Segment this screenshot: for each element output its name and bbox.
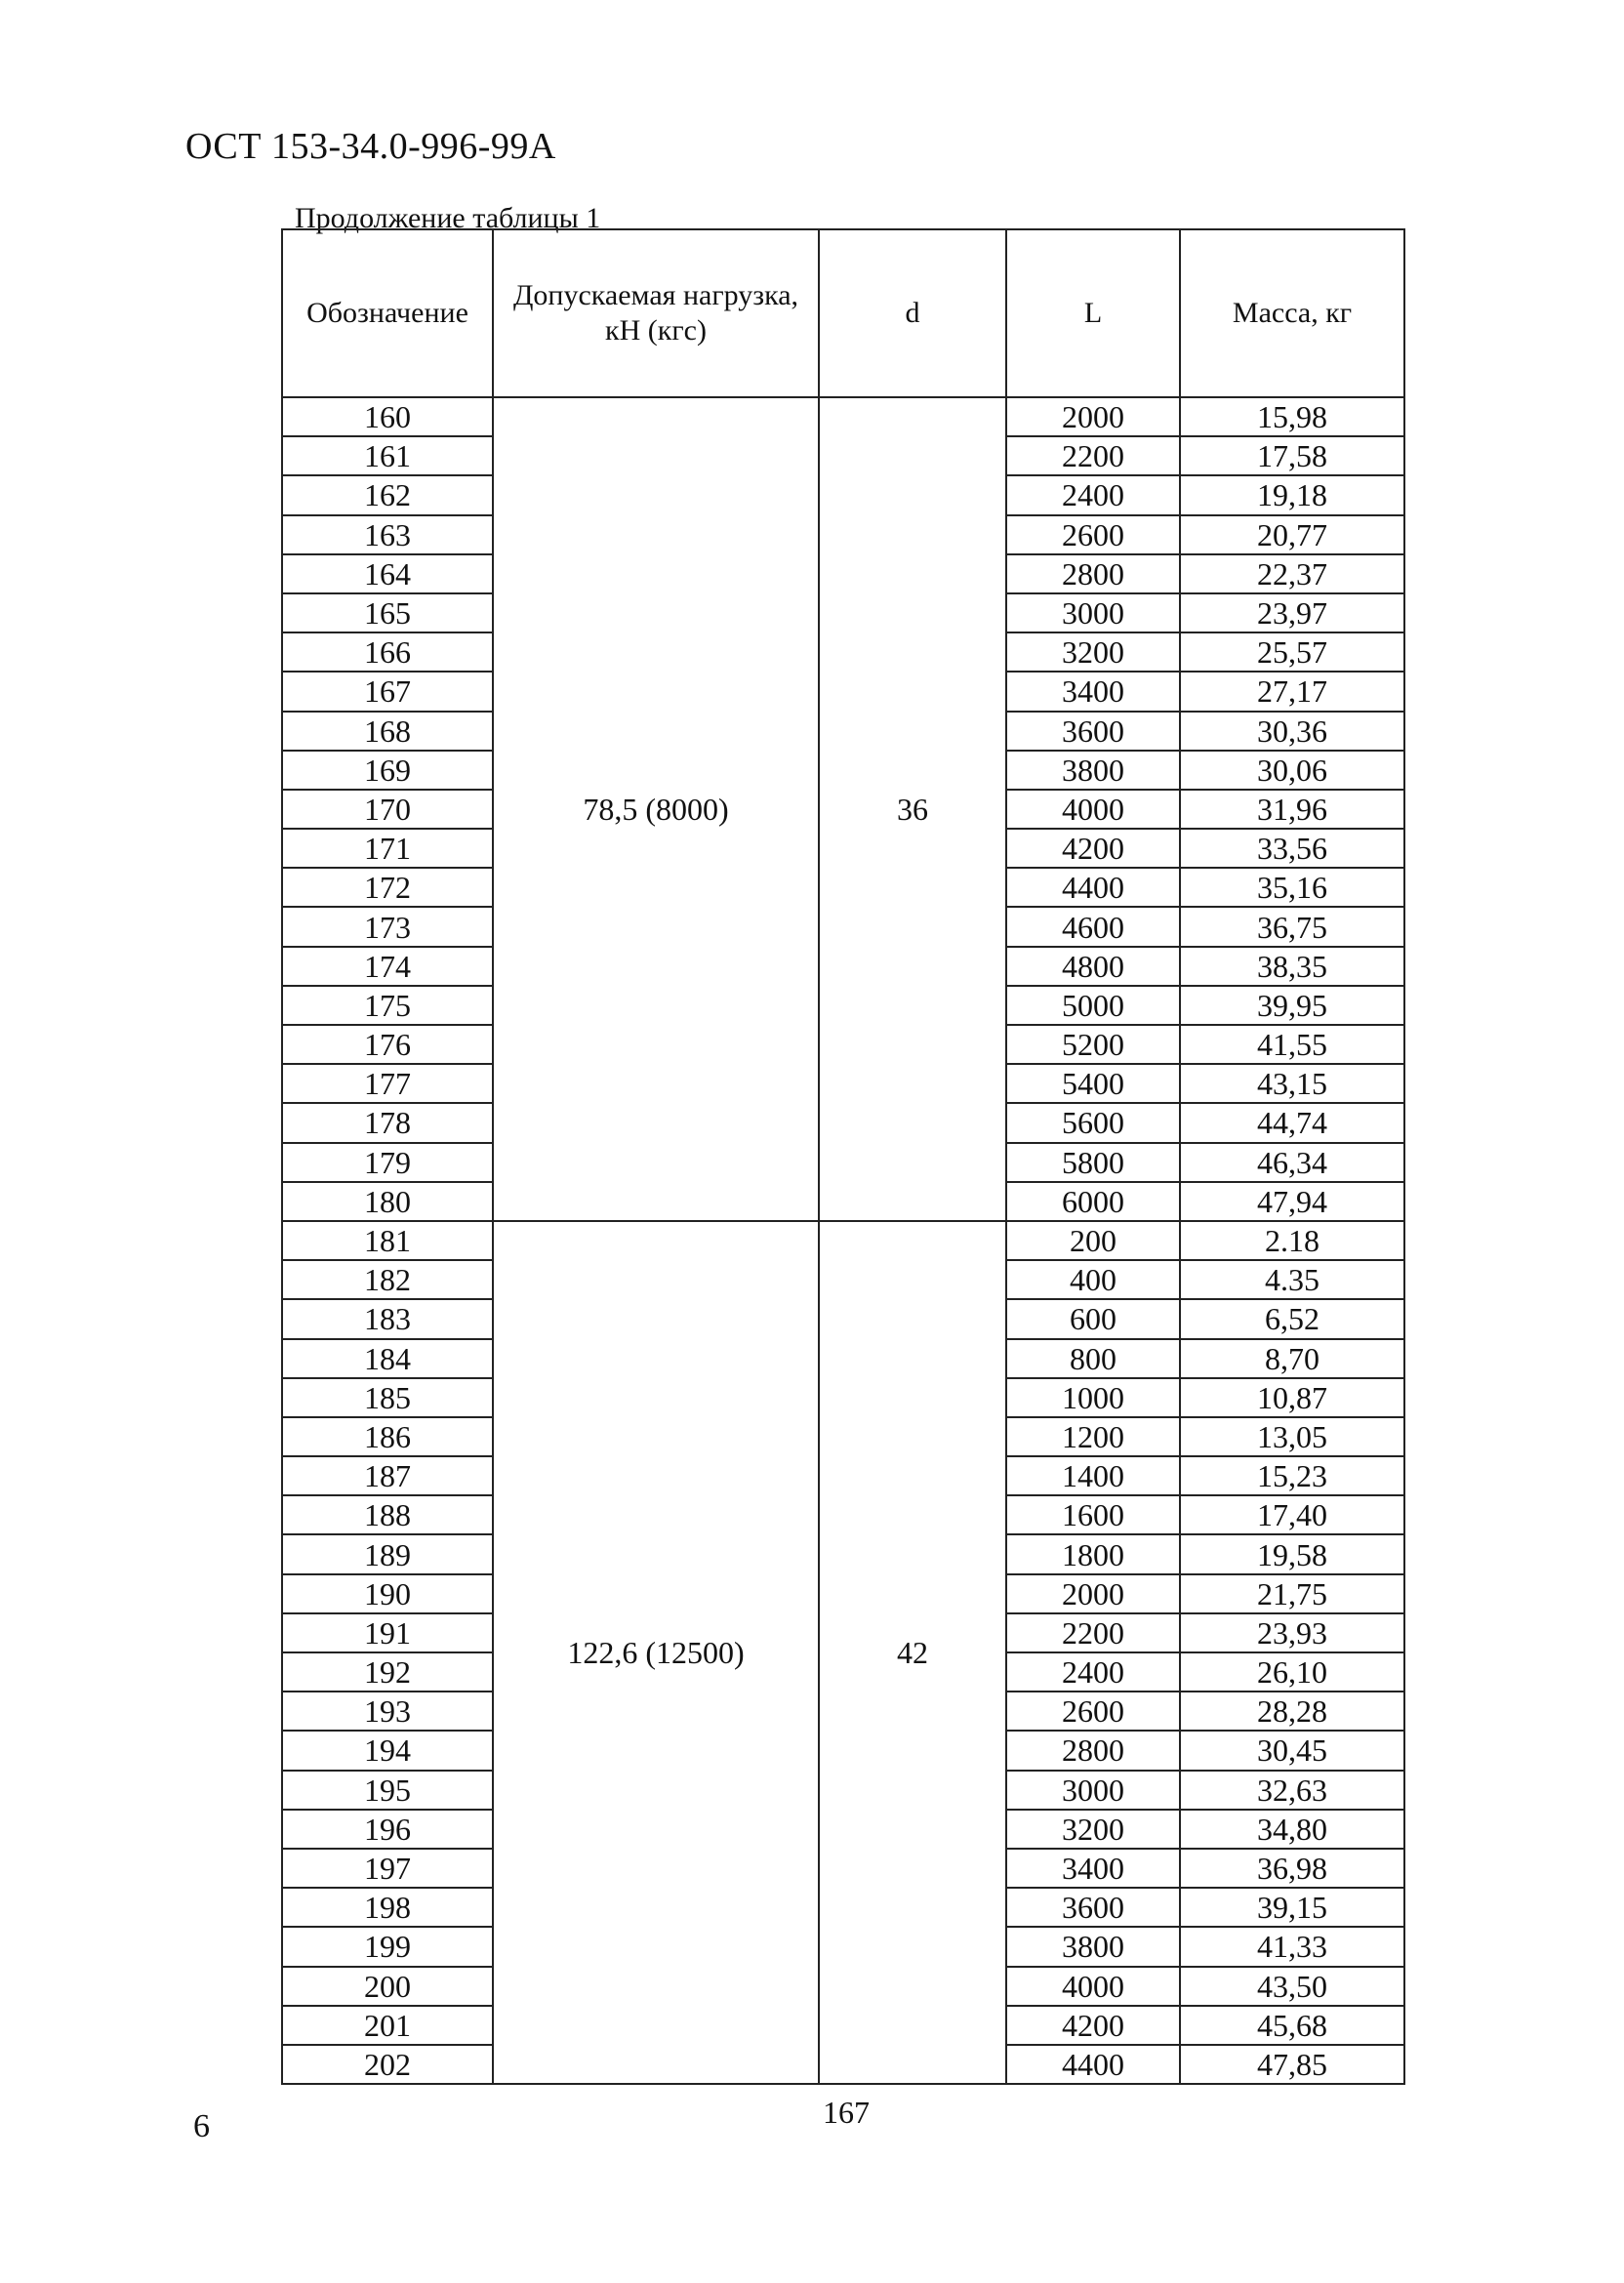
designation-cell: 176 [282, 1025, 493, 1064]
designation-cell: 179 [282, 1143, 493, 1182]
length-cell: 2200 [1006, 1613, 1180, 1652]
mass-cell: 43,15 [1180, 1064, 1404, 1103]
length-cell: 3000 [1006, 593, 1180, 632]
length-cell: 3400 [1006, 1849, 1180, 1888]
designation-cell: 180 [282, 1182, 493, 1221]
length-cell: 2200 [1006, 436, 1180, 475]
mass-cell: 17,58 [1180, 436, 1404, 475]
length-cell: 4000 [1006, 1967, 1180, 2006]
designation-cell: 185 [282, 1378, 493, 1417]
length-cell: 4000 [1006, 790, 1180, 829]
designation-cell: 186 [282, 1417, 493, 1456]
designation-cell: 171 [282, 829, 493, 868]
table-header-row [282, 229, 1404, 397]
mass-cell: 30,45 [1180, 1731, 1404, 1770]
designation-cell: 168 [282, 712, 493, 751]
designation-cell: 202 [282, 2045, 493, 2084]
length-cell: 1800 [1006, 1534, 1180, 1573]
mass-cell: 34,80 [1180, 1810, 1404, 1849]
page-number-center: 167 [823, 2095, 870, 2130]
designation-cell: 187 [282, 1456, 493, 1495]
length-cell: 2400 [1006, 1652, 1180, 1692]
designation-cell: 191 [282, 1613, 493, 1652]
data-table [281, 228, 1405, 2085]
designation-cell: 164 [282, 554, 493, 593]
designation-cell: 173 [282, 907, 493, 946]
length-cell: 1200 [1006, 1417, 1180, 1456]
length-cell: 3600 [1006, 1888, 1180, 1927]
length-cell: 200 [1006, 1221, 1180, 1260]
length-cell: 400 [1006, 1260, 1180, 1299]
mass-cell: 15,98 [1180, 397, 1404, 436]
designation-cell: 182 [282, 1260, 493, 1299]
column-header: Допускаемая нагрузка, кН (кгс) [493, 229, 819, 397]
designation-cell: 161 [282, 436, 493, 475]
mass-cell: 46,34 [1180, 1143, 1404, 1182]
column-header: d [819, 229, 1006, 397]
designation-cell: 188 [282, 1495, 493, 1534]
mass-cell: 17,40 [1180, 1495, 1404, 1534]
document-code: ОСТ 153-34.0-996-99А [185, 126, 556, 167]
length-cell: 2600 [1006, 515, 1180, 554]
length-cell: 4400 [1006, 2045, 1180, 2084]
designation-cell: 198 [282, 1888, 493, 1927]
designation-cell: 167 [282, 672, 493, 711]
mass-cell: 19,58 [1180, 1534, 1404, 1573]
load-cell: 78,5 (8000) [493, 397, 819, 1221]
mass-cell: 2.18 [1180, 1221, 1404, 1260]
length-cell: 2000 [1006, 1574, 1180, 1613]
length-cell: 3200 [1006, 632, 1180, 672]
length-cell: 2000 [1006, 397, 1180, 436]
length-cell: 6000 [1006, 1182, 1180, 1221]
diameter-cell: 36 [819, 397, 1006, 1221]
mass-cell: 43,50 [1180, 1967, 1404, 2006]
mass-cell: 8,70 [1180, 1339, 1404, 1378]
mass-cell: 36,98 [1180, 1849, 1404, 1888]
mass-cell: 41,55 [1180, 1025, 1404, 1064]
length-cell: 3800 [1006, 751, 1180, 790]
length-cell: 3400 [1006, 672, 1180, 711]
mass-cell: 30,06 [1180, 751, 1404, 790]
designation-cell: 199 [282, 1927, 493, 1966]
length-cell: 2800 [1006, 1731, 1180, 1770]
designation-cell: 195 [282, 1771, 493, 1810]
designation-cell: 183 [282, 1299, 493, 1338]
mass-cell: 47,85 [1180, 2045, 1404, 2084]
mass-cell: 6,52 [1180, 1299, 1404, 1338]
column-header: Обозначение [282, 229, 493, 397]
mass-cell: 28,28 [1180, 1692, 1404, 1731]
length-cell: 3800 [1006, 1927, 1180, 1966]
length-cell: 3200 [1006, 1810, 1180, 1849]
mass-cell: 26,10 [1180, 1652, 1404, 1692]
mass-cell: 25,57 [1180, 632, 1404, 672]
designation-cell: 190 [282, 1574, 493, 1613]
page-number-left: 6 [193, 2108, 210, 2144]
length-cell: 1400 [1006, 1456, 1180, 1495]
mass-cell: 20,77 [1180, 515, 1404, 554]
designation-cell: 177 [282, 1064, 493, 1103]
length-cell: 4600 [1006, 907, 1180, 946]
length-cell: 2400 [1006, 475, 1180, 514]
mass-cell: 30,36 [1180, 712, 1404, 751]
load-cell: 122,6 (12500) [493, 1221, 819, 2084]
column-header: L [1006, 229, 1180, 397]
mass-cell: 23,97 [1180, 593, 1404, 632]
mass-cell: 15,23 [1180, 1456, 1404, 1495]
mass-cell: 35,16 [1180, 868, 1404, 907]
length-cell: 3600 [1006, 712, 1180, 751]
mass-cell: 19,18 [1180, 475, 1404, 514]
mass-cell: 39,95 [1180, 986, 1404, 1025]
mass-cell: 44,74 [1180, 1103, 1404, 1142]
mass-cell: 31,96 [1180, 790, 1404, 829]
designation-cell: 189 [282, 1534, 493, 1573]
designation-cell: 201 [282, 2006, 493, 2045]
mass-cell: 45,68 [1180, 2006, 1404, 2045]
length-cell: 1600 [1006, 1495, 1180, 1534]
designation-cell: 169 [282, 751, 493, 790]
designation-cell: 196 [282, 1810, 493, 1849]
mass-cell: 39,15 [1180, 1888, 1404, 1927]
mass-cell: 36,75 [1180, 907, 1404, 946]
column-header: Масса, кг [1180, 229, 1404, 397]
length-cell: 1000 [1006, 1378, 1180, 1417]
length-cell: 5200 [1006, 1025, 1180, 1064]
length-cell: 5000 [1006, 986, 1180, 1025]
designation-cell: 166 [282, 632, 493, 672]
table-body [282, 397, 1404, 2084]
length-cell: 4800 [1006, 947, 1180, 986]
designation-cell: 193 [282, 1692, 493, 1731]
length-cell: 800 [1006, 1339, 1180, 1378]
mass-cell: 4.35 [1180, 1260, 1404, 1299]
mass-cell: 41,33 [1180, 1927, 1404, 1966]
diameter-cell: 42 [819, 1221, 1006, 2084]
table-row [282, 1221, 1404, 1260]
mass-cell: 22,37 [1180, 554, 1404, 593]
mass-cell: 21,75 [1180, 1574, 1404, 1613]
length-cell: 4200 [1006, 2006, 1180, 2045]
length-cell: 2600 [1006, 1692, 1180, 1731]
mass-cell: 27,17 [1180, 672, 1404, 711]
designation-cell: 170 [282, 790, 493, 829]
length-cell: 5600 [1006, 1103, 1180, 1142]
mass-cell: 33,56 [1180, 829, 1404, 868]
table-caption: Продолжение таблицы 1 [295, 202, 601, 234]
designation-cell: 200 [282, 1967, 493, 2006]
designation-cell: 181 [282, 1221, 493, 1260]
length-cell: 600 [1006, 1299, 1180, 1338]
mass-cell: 38,35 [1180, 947, 1404, 986]
length-cell: 2800 [1006, 554, 1180, 593]
length-cell: 4400 [1006, 868, 1180, 907]
designation-cell: 172 [282, 868, 493, 907]
length-cell: 3000 [1006, 1771, 1180, 1810]
mass-cell: 10,87 [1180, 1378, 1404, 1417]
designation-cell: 162 [282, 475, 493, 514]
mass-cell: 32,63 [1180, 1771, 1404, 1810]
length-cell: 4200 [1006, 829, 1180, 868]
table-row [282, 397, 1404, 436]
length-cell: 5800 [1006, 1143, 1180, 1182]
length-cell: 5400 [1006, 1064, 1180, 1103]
designation-cell: 165 [282, 593, 493, 632]
designation-cell: 192 [282, 1652, 493, 1692]
designation-cell: 197 [282, 1849, 493, 1888]
designation-cell: 175 [282, 986, 493, 1025]
designation-cell: 174 [282, 947, 493, 986]
designation-cell: 184 [282, 1339, 493, 1378]
mass-cell: 47,94 [1180, 1182, 1404, 1221]
designation-cell: 160 [282, 397, 493, 436]
designation-cell: 163 [282, 515, 493, 554]
designation-cell: 194 [282, 1731, 493, 1770]
mass-cell: 23,93 [1180, 1613, 1404, 1652]
designation-cell: 178 [282, 1103, 493, 1142]
mass-cell: 13,05 [1180, 1417, 1404, 1456]
